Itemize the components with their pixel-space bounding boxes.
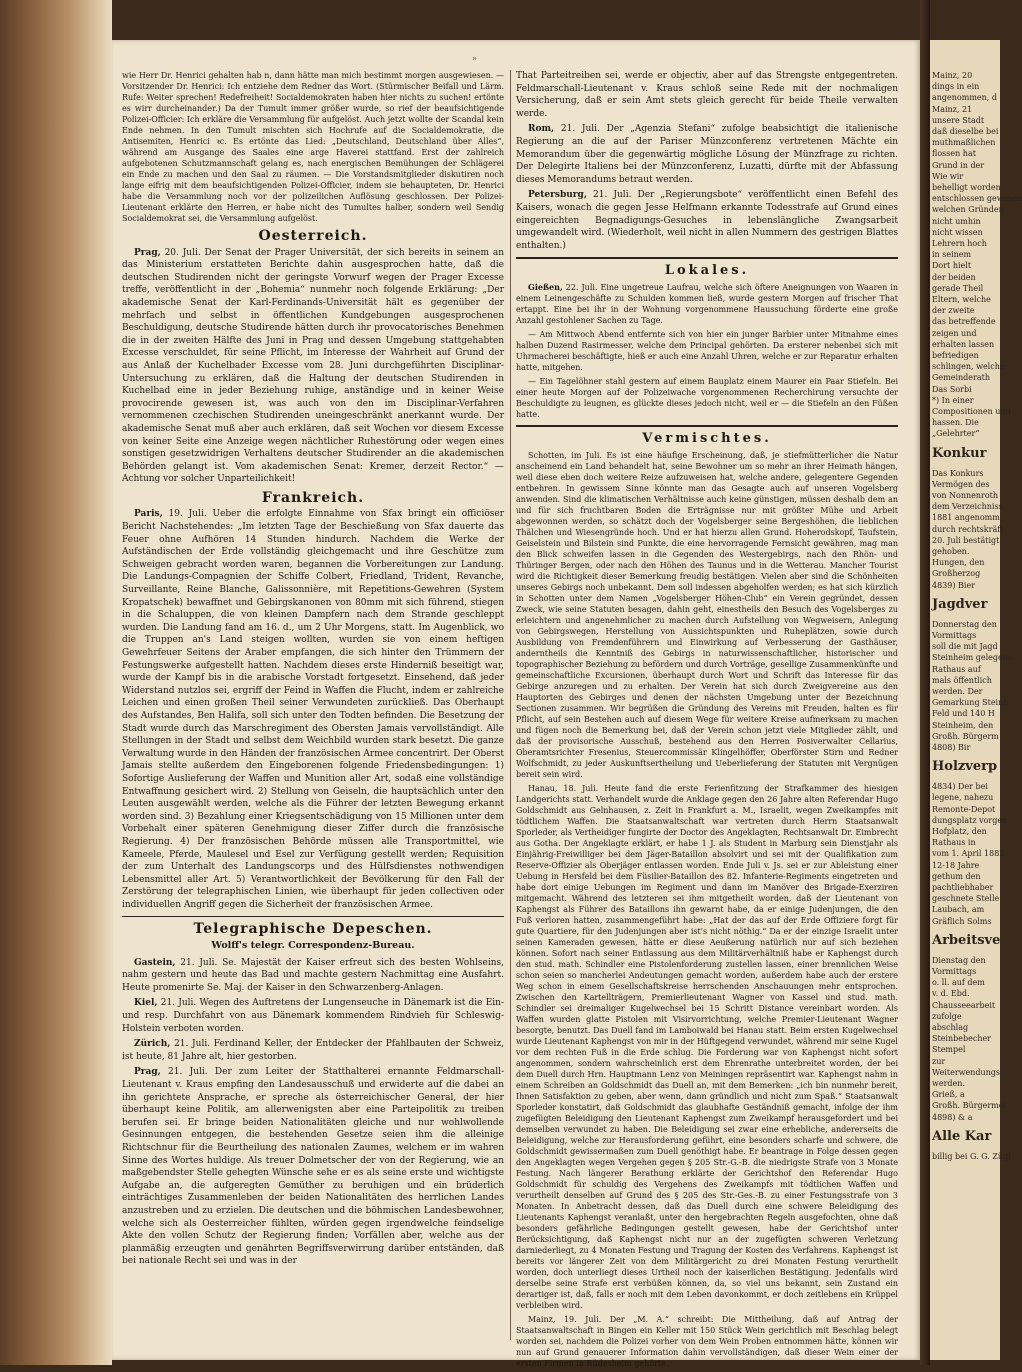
adjacent-page-fragment: von Nonnenroth <box>932 491 999 500</box>
adjacent-page-fragment: befriedigen <box>932 351 979 360</box>
adjacent-page-fragment: Grund in der <box>932 160 985 170</box>
adjacent-page-fragment: *) In einer <box>932 395 974 405</box>
adjacent-page-fragment: Lehrern hoch <box>932 239 987 248</box>
section-rule <box>516 257 898 259</box>
adjacent-page-fragment: Rathaus in <box>932 838 976 848</box>
adjacent-page-fragment: nicht wissen <box>932 227 983 237</box>
adjacent-page-fragment: entschlossen gewesen <box>932 194 1022 204</box>
adjacent-page-fragment: Holzverp <box>932 759 998 775</box>
adjacent-page-fragment: Jagdver <box>932 596 988 612</box>
adjacent-page-fragment: 4834) Der bei <box>932 782 988 792</box>
adjacent-page-fragment: werden. <box>932 1079 965 1088</box>
article-prag-continued: That Parteitreiben sei, werde er objectiv, aber auf das Strengste entgegentreten. Feldmarschall-Lieutenant v. Kraus schloß seine Rede mit der nochmaligen Versicherung, daß er sein Amt stets gleich gerecht für beide Theile verwalten werde. <box>516 71 898 119</box>
adjacent-page-fragment: daß dieselbe bei <box>932 127 999 136</box>
adjacent-page-fragment: „Gelehrter“ <box>932 429 980 439</box>
adjacent-page-fragment: billig bei G. G. Zügl <box>932 1151 1011 1161</box>
newspaper-page <box>112 40 920 1368</box>
adjacent-page-fragment: dem Verzeichniss <box>932 502 1003 512</box>
adjacent-page-fragment: Weiterwendungs <box>932 1067 1001 1077</box>
adjacent-page-fragment: 4808) Bir <box>932 743 971 752</box>
adjacent-page-fragment: durch rechtskräft <box>932 524 1004 534</box>
adjacent-page-fragment: erhalten lassen <box>932 339 995 349</box>
adjacent-page-fragment: Gemarkung Steinh <box>932 698 1009 708</box>
adjacent-page-fragment: Gemeinderath <box>932 373 990 383</box>
adjacent-page-fragment: angenommen, d <box>932 93 998 103</box>
adjacent-page-fragment: Großh. Bürgerm <box>932 731 999 741</box>
adjacent-page-fragment: pachtliebhaber <box>932 883 994 892</box>
adjacent-page-fragment: vom 1. April 1882 <box>932 849 1005 859</box>
article-kiel <box>122 997 504 1035</box>
adjacent-page-fragment: muthmaßlichen <box>932 138 996 148</box>
article-lokales-2: — Am Mittwoch Abend entfernte sich von hier ein junger Barbier unter Mitnahme eines halben Duzend Rasirmesser, welche dem Principal gehörten. Da ersterer nebenbei sich mit Uhrmacherei beschäftigte, hieß er auch eine Anzahl Uhren, welche er zur Reparatur erhalten hatte, mitgehen. <box>516 329 898 372</box>
adjacent-page-fragment: Alle Kar <box>932 1128 992 1144</box>
adjacent-page-fragment: Hungen, den <box>932 558 985 568</box>
adjacent-page-fragment: Feld und 140 H <box>932 709 995 719</box>
adjacent-page-fragment: Remonte-Depot <box>932 804 996 814</box>
article-petersburg <box>516 189 898 252</box>
adjacent-page-fragment: schlingen, welche <box>932 362 1005 372</box>
adjacent-page-fragment: nicht umhin <box>932 216 981 226</box>
adjacent-page-fragment: welchen Gründen <box>932 205 1004 215</box>
dateline-giessen: Gießen, <box>528 281 563 292</box>
article-paris-text: 19. Juli. Ueber die erfolgte Einnahme von Sfax bringt ein officiöser Bericht Nachstehendes: „Im letzten Tage der Beschießung von Sfax dauerte das Feuer ohne Aufhören 14 Stunden hindurch. Nachdem die Werke der Aufständischen der Erde vollständig gleichgemacht und ihre Geschütze zum Schweigen gebracht worden waren, begannen die Vorbereitungen zur Landung. Die Landungs-Compagnien der Schiffe Colbert, Friedland, Trident, Revanche, Surveillante, Reine Blanche, Galissonnière, mit Repetitions-Gewehren (System Kropatschek) bewaffnet und Gebirgskanonen von 80mm mit sich führend, stiegen in die Schaluppen, die von kleinen Dampfern nach dem Strande geschleppt wurden. Die Landung fand am 16. d., um 2 Uhr Morgens, statt. Im Augenblick, wo die Truppen an's Land steigen wollten, wurden sie von einem heftigen Gewehrfeuer Seitens der Araber empfangen, die sich hinter den Trümmern der Festungswerke aufgestellt hatten. Nachdem dieses erste Hinderniß beseitigt war, wurde der Kampf bis in die arabische Vorstadt fortgesetzt. Einsehend, daß jeder Widerstand nutzlos sei, ergriff der Feind in Waffen die Flucht, indem er zahlreiche Leichen und einen großen Theil seiner Verwundeten zurückließ. Das Oberhaupt des Aufstandes, Ben Halifa, soll sich unter den Todten befinden. Die Besetzung der Stadt wurde durch das Marschregiment des Obersten Jamais vervollständigt. Alle Stellungen in der Stadt und selbst dem Weichbild wurden stark besetzt. Die ganze Verwaltung wurde in den Händen der französischen Armee concentrirt. Der Oberst Jamais stellte außerdem den Eingeborenen folgende Friedensbedingungen: 1) Sofortige Auslieferung der Waffen und Munition aller Art, sodaß eine vollständige Entwaffnung gesichert wird. 2) Stellung von Geiseln, die hauptsächlich unter den Leuten ausgewählt werden, welche als die Führer der letzten Bewegung erkannt worden sind. 3) Bezahlung einer Kriegsentschädigung von 15 Millionen unter dem Vorbehalt einer späteren Genehmigung dieser Ziffer durch die französische Regierung. 4) Der französischen Behörde müssen alle Transportmittel, wie Kameele, Pferde, Maulesel und Esel zur Verfügung gestellt werden; Requisition der zum Unterhalt des Landungscorps und des Hülfsdienstes nothwendigen Lebensmittel aller Art. 5) Verantwortlichkeit der Bevölkerung für den Fall der Zerstörung der telegraphischen Linien, wie überhaupt für jeden collectiven oder individuellen Angriff gegen die Sicherheit der französischen Armee. <box>122 509 504 910</box>
adjacent-page-fragment: Vermögen des <box>932 479 990 489</box>
adjacent-page-fragment: Rathaus auf <box>932 664 981 674</box>
dateline-rom: Rom, <box>528 124 555 135</box>
adjacent-page-fragment: flossen hat <box>932 149 976 159</box>
article-gastein <box>122 957 504 995</box>
page-gutter <box>920 0 930 1365</box>
adjacent-page-fragment: dungsplatz vorgen <box>932 815 1008 825</box>
adjacent-page-fragment: gethum den <box>932 871 981 881</box>
article-hanau: Hanau, 18. Juli. Heute fand die erste Ferienfitzung der Strafkammer des hiesigen Landgerichts statt. Verhandelt wurde die Anklage gegen den 26 Jahre alten Referendar Hugo Goldschmidt aus Gelnhausen, z. Zeit in Frankfurt a. M., Israelit, wegen Zweikampfes mit tödtlichem Waffen. Die Staatsanwaltschaft war vertreten durch Herrn Staatsanwalt Sporleder, als Vertheidiger fungirte der Doctor des Angeklagten, Rechtsanwalt Dr. Eimbrecht aus Gotha. Der Angeklagte erklärt, er habe 1 J. als Student in Marburg sein Dienstjahr als Einjährig-Freiwilliger bei dem Jäger-Bataillon absolvirt und sei mit der Qualifikation zum Reserve-Offizier als Oberjäger entlassen worden. Ende Juli v. Js. sei er zur Ableistung einer Uebung in Hersfeld bei dem Füsilier-Bataillon des 82. Infanterie-Regiments eingetreten und habe dort einige Uebungen im Regiment und dann im Manöver des Brigade-Exerziren mitgemacht. Während des letzteren sei ihm mitgetheilt worden, daß der Lieutenant von Kaphengst als Führer des Bataillons ihn gewarnt habe, da er einige Judenjungen, die den Fuß verloren hatten, zusammengeführt habe: „Hat der das auf der Erde Offiziere forgt für gute Quartiere, für den Judenjungen aber ist's nicht nöthig.“ Da er der einzige Israelit unter seinen Kameraden gewesen, hätte er diese Aeußerung natürlich nur auf sich beziehen können. Sofort nach seiner Entlassung aus dem Militärverhältniß habe er Kaphengst durch den stud. math. Schindler eine Pistolenforderung zustellen lassen, einer brennlichen Weise schon seien so mancherlei Andeutungen gemacht worden, außerdem habe auch der erstere Weg schon in einem Gesellschaftskreise herrschenden Anschauungen mehr entsprochen. Zwischen den Kartellträgern, Premierlieutenant Wagner von Kassel und stud. math. Schindler sei dreimaliger Kugelwechsel bei 15 Schritt Distance vereinbart worden. Als Waffen wurden glatte Pistolen mit Visirvorrichtung, welche Premier-Lieutenant Wagner besorgte, benutzt. Das Duell fand im Lamboiwald bei Hanau statt. Beim ersten Kugelwechsel wurde Lieutenant Kaphengst von mir in der Hüftgegend verwundet, während mir seine Kugel vor dem rechten Fuß in die Erde schlug. Die Forderung war von Kaphengst nicht sofort angenommen, sondern wahrscheinlich erst dem Ehrenrathe unterbreitet worden, der bei dem Duell durch Hrn. Hauptmann Lenz von Meiningen repräsentirt war. Kaphengst nahm in einem Schreiben an Goldschmidt das Duell an, mit dem Bemerken: „ich bin nunmehr bereit, Ihnen Satisfaktion zu geben, aber wenn, dann gründlich und nicht zum Spaß.“ Staatsanwalt Sporleder konstatirt, daß Goldschmidt das glaubhafte Geständniß gemacht, infolge der ihm zugefügten Beleidigung den Lieutenant Kaphengst zum Zweikampf herausgefordert und bei demselben verwundet zu haben. Die Beleidigung sei zwar eine erhebliche, andererseits die Beleidigung, welche zur Herausforderung geführt, eine besonders scharfe und schwere, die Goldschmidt gewissermaßen zum Duell genöthigt habe. Er beantrage in Folge dessen gegen den Angeklagten wegen Vergehen gegen § 205 Str.-G.-B. die niedrigste Strafe von 3 Monate Festung. Nach längerer Berathung erklärte der Gerichtshof den Referendar Hugo Goldschmidt für schuldig des Vergehens des Zweikampfs mit tödtlichen Waffen und verurtheilt denselben auf Grund des § 205 des Str.-Ges.-B. zu einer Festungsstrafe von 3 Monaten. In Anbetracht dessen, daß das Duell durch eine schwere Beleidigung des Lieutenants Kaphengst veranlaßt, unter den hergebrachten Regeln ausgefochten, ohne daß besonders gefährliche Bedingungen gestellt gewesen, habe der Gerichtshof unter Berücksichtigung, daß Kaphengst nicht nur an der zugefügten schweren Verletzung darniederliegt, zu 4 Monaten Festung und Tragung der Kosten des Verfahrens. Kaphengst ist bereits vor längerer Zeit von dem Militärgericht zu drei Monaten Festung verurtheilt worden, doch unterliegt dieses Urtheil noch der kaiserlichen Bestätigung. Jedenfalls wird derselbe seine Strafe erst verbüßen können, da, so viel uns bekannt, sein Zustand ein derartiger ist, daß, falls er noch mit dem Leben davonkommt, er doch zeitlebens ein Krüppel verbleiben wird. <box>516 783 898 1310</box>
adjacent-page-fragment: geschnete Stelle <box>932 894 1000 904</box>
adjacent-page-fragment: behelligt worden <box>932 183 1001 192</box>
article-intro: wie Herr Dr. Henrici gehalten hab n, dann hätte man mich bestimmt morgen ausgewiesen. — Vorsitzender Dr. Henrici: Ich entziehe dem Redner das Wort. (Stürmischer Beifall und Lärm. Rufe: Weiter sprechen! Redefreiheit! Socialdemokraten haben hier nichts zu suchen! ertönte es wirr durcheinander.) Da der Tumult immer größer wurde, so rief der beaufsichtigende Polizei-Officier: Ich erkläre die Versammlung für aufgelöst. Auch jetzt wollte der Scandal kein Ende nehmen. In den Tumult mischten sich Hochrufe auf die Socialdemokratie, die Antisemiten, Henrici ꝛc. Es ertönte das Lied: „Deutschland, Deutschland über Alles“, während am Ausgange des Saales eine arge Haverei stattfand. Erst der zahlreich aufgebotenen Schutzmannschaft gelang es, nach energischen Bemühungen der Schlägerei ein Ende zu machen und den Saal zu räumen. — Die Vorstandsmitglieder diskutiren noch lange eifrig mit dem beaufsichtigenden Polizei-Officier, indem sie behaupteten, Dr. Henrici habe die Versammlung noch vor der polizeilichen Auflösung geschlossen. Der Polizei-Lieutenant erklärte den Herren, er habe nicht des Tumultes halber, sondern weil Sendig Socialdemokrat sei, die Versammlung aufgelöst. <box>122 71 504 223</box>
adjacent-page-fragment: Stempel <box>932 1045 966 1055</box>
section-title-telegraphische-depeschen: Telegraphische Depeschen. <box>193 921 433 938</box>
article-mainz: Mainz, 19. Juli. Der „M. A.“ schreibt: Die Mittheilung, daß auf Antrag der Staatsanwaltschaft in Bingen ein Keller mit 150 Stück Wein gerichtlich mit Beschlag belegt worden sei, nachdem die Polizei vorher von dem Wein Proben entnommen hätte, können wir nun auf Grund genauerer Information dahin vervollständigen, daß dieser Wein einer der ersten Firmen in Rüdesheim gehörte. <box>516 1314 898 1368</box>
section-title-oesterreich: Oesterreich. <box>258 228 368 244</box>
adjacent-page-fragment: Vormittags <box>932 967 977 976</box>
left-column <box>122 70 504 1271</box>
adjacent-page-fragment: o. ll. auf dem <box>932 978 985 988</box>
article-prag-text: 20. Juli. Der Senat der Prager Universität, der sich bereits in seinem an das Ministerium erstatteten Berichte dahin ausgesprochen hatte, daß die deutschen Studirenden nicht der geringste Vorwurf wegen der Prager Excesse treffe, veröffentlicht in der „Bohemia“ nunmehr noch folgende Erklärung: „Der akademische Senat der Karl-Ferdinands-Universität hält es gegenüber der mehrfach und selbst in öffentlichen Kundgebungen ausgesprochenen Beschuldigung, deutsche Studirende hätten durch ihr provocatorisches Benehmen die in der zweiten Hälfte des Juni in Prag und dessen Umgebung stattgehabten Excesse verschuldet, für seine Pflicht, im Interesse der Wahrheit auf Grund der aus Anlaß der Kuchelbader Excesse vom 28. Juni durchgeführten Disciplinar-Untersuchung zu erklären, daß die Haltung der deutschen Studirenden in Kuchelbad eine in jeder Beziehung ruhige, anständige und in keiner Weise provocirende gewesen ist, was auch von den im Disciplinar-Verfahren vernommenen czechischen Studirenden uneingeschränkt anerkannt wurde. Der akademische Senat muß aber auch erklären, daß seit Wochen vor diesem Excesse von keiner Seite eine Anzeige wegen nächtlicher Ruhestörung oder wegen eines sonstigen gesetzwidrigen Verhaltens deutscher Studirender an die akademischen Behörden gelangt ist. Vom akademischen Senat: Kremer, derzeit Rector.“ — Achtung vor solcher Unparteilichkeit! <box>122 247 504 485</box>
adjacent-page-fragment: Steinheim, den <box>932 720 994 730</box>
dateline-paris: Paris, <box>134 509 163 520</box>
article-prag <box>122 247 504 486</box>
column-divider <box>510 70 511 1340</box>
adjacent-page-fragment: v. d. Ebd. <box>932 989 970 999</box>
adjacent-page-fragment: 12-18 Jahre <box>932 860 980 870</box>
article-petersburg-text: 21. Juli. Der „Regierungsbote“ veröffentlicht einen Befehl des Kaisers, wonach die gegen Jesse Helfmann erkannte Todesstrafe auf Grund eines eingereichten Begnadigungs-Gesuches in lebenslängliche Zwangsarbeit umgewandelt wird. (Wiederholt, weil nicht in allen Nummern des gestrigen Blattes enthalten.) <box>516 190 898 251</box>
adjacent-page-fragment: werden. Der <box>932 687 983 696</box>
adjacent-page-fragment: Großherzog <box>932 569 981 579</box>
section-rule <box>516 425 898 427</box>
adjacent-page-fragment: legene, nahezu <box>932 793 994 803</box>
dateline-prag-2: Prag, <box>134 1067 161 1078</box>
adjacent-page-fragment: 20. Juli bestätigt <box>932 535 1000 545</box>
article-lokales-3: — Ein Tagelöhner stahl gestern auf einem Bauplatz einem Maurer ein Paar Stiefeln. Bei einer heute Morgen auf der Polizeiwache vorgenommenen Recherchirung versuchte der Beschuldigte zu leugnen, es glückte dieses jedoch nicht, weil er — die Stiefeln an den Füßen hatte. <box>516 376 898 419</box>
dateline-gastein: Gastein, <box>134 957 176 968</box>
adjacent-page-fragment: in seinem <box>932 250 972 260</box>
adjacent-page-fragment: Dort hielt <box>932 261 972 271</box>
dateline-prag: Prag, <box>134 247 161 258</box>
adjacent-page-fragment: Steinbebecher <box>932 1034 992 1044</box>
adjacent-page-fragment: 4839) Bier <box>932 580 976 590</box>
adjacent-page-fragment: Laubach, am <box>932 905 985 915</box>
article-prag-2 <box>122 1066 504 1268</box>
adjacent-page-edge <box>930 40 1022 1360</box>
adjacent-page-fragment: hassen. Die <box>932 418 979 428</box>
adjacent-page-fragment: zeigen und <box>932 328 977 338</box>
adjacent-page-fragment: Eltern, welche <box>932 295 991 304</box>
section-rule <box>122 916 504 917</box>
adjacent-page-fragment: zufolge <box>932 1011 962 1021</box>
adjacent-page-fragment: Mainz, 21 <box>932 104 973 114</box>
dateline-kiel: Kiel, <box>134 998 158 1009</box>
article-gastein-text: 21. Juli. Se. Majestät der Kaiser erfreut sich des besten Wohlseins, nahm gestern und heute das Bad und machte gestern Nachmittag eine Ausfahrt. Heute promenirte Se. Maj. der Kaiser in den Schwarzenberg-Anlagen. <box>122 957 504 993</box>
adjacent-page-fragment: das betreffende <box>932 317 996 327</box>
adjacent-page-fragment: Compositionen und <box>932 407 1011 416</box>
adjacent-page-fragment: abschlag <box>932 1023 969 1032</box>
adjacent-page-fragment: Das Sorbi <box>932 384 972 394</box>
article-rom <box>516 123 898 186</box>
adjacent-page-fragment: Grieß, a <box>932 1090 965 1100</box>
adjacent-page-fragment: soll die mit Jagd <box>932 642 998 652</box>
page-marker: » <box>472 54 477 63</box>
dateline-zuerich: Zürich, <box>134 1039 171 1050</box>
section-title-vermischtes: Vermischtes. <box>642 430 772 446</box>
article-schotten: Schotten, im Juli. Es ist eine häufige Erscheinung, daß, je stiefmütterlicher die Natur anscheinend ein Land behandelt hat, seine Bewohner um so mehr an ihrer Heimath hängen, weil diese eben doch weitere Reize aufzuweisen hat, welche andere, gelegentere Gegenden entbehren. In gewissem Sinne könnte man das Gesagte auch auf unseren Vogelsberg anwenden. Sind die klimatischen Verhältnisse auch keine günstigen, müssen deshalb dem an und für sich fruchtbaren Boden die Erträgnisse nur mit größter Mühe und Arbeit abgewonnen werden, so schätzt doch der Vogelsberger seine Bergeshöhen, die lieblichen Thälchen und Wiesengründe hoch. Und er hat hierzu allen Grund. Hoherodskopf, Taufstein, Geiselstein und Bilstein sind Punkte, die eine hervorragende Fernsicht gewähren, mag man den Blick schweifen lassen in die Gegenden des Westergebirgs, nach den Rhön- und Thüringer Bergen, oder nach den Höhen des Taunus und in die Wetterau. Mancher Tourist wird die Richtigkeit dieser Bemerkung freudig bestätigen. Vielen aber sind die Schönheiten unseres Gebirgs noch unbekannt. Dem soll indessen abgeholfen werden; es hat sich kürzlich in Schotten unter dem Namen „Vogelsberger Höhen-Club“ ein Verein gegründet, dessen Zweck, wie seine Statuten besagen, dahin geht, einestheils den Besuch des Vogelsberges zu erleichtern und angenehmlicher zu machen durch Aufstellung von Wegweisern, Anlegung von Gebirgswegen, Herstellung von Aussichtspunkten und Ruheplätzen, sowie durch Ausbildung von Fremdenführern und Einwirkung auf Verbesserung der Gasthäuser, anderntheils die Kenntniß des Gebirgs in naturwissenschaftlicher, historischer und topographischer Beziehung zu befördern und durch Vorträge, gesellige Zusammenkünfte und gemeinschaftliche Excursionen, überhaupt durch Wort und Schrift das Interesse für das Gebirge anzuregen und zu erhalten. Der Verein hat sich durch Zweigvereine aus den Hauptorten des Gebirges und denen der nächsten Umgebung unter der Bezeichnung Sectionen zusammen. Wir begrüßen die Gründung des Vereins mit Freuden, halten es für Pflicht, auf sein Bestehen auch auf diesem Wege für weitere Kreise aufmerksam zu machen und fügen noch die Bemerkung bei, daß der Verein schon jetzt viele Mitglieder zählt, und daß der provisorische Ausschuß, bestehend aus den Herren Posiverwalter Cellarius, Oberamtsrichter Fresenius, Steuercommissär Klingelhöffer, Oberförster Stirn und Redner Wolfschmidt, zu jeder Auskunftsertheilung und Ueberlieferung der Statuten mit Vergnügen bereit sein wird. <box>516 450 898 779</box>
adjacent-page-fragment: gehoben. <box>932 547 970 556</box>
section-subtitle-bureau: Wolff's telegr. Correspondenz-Bureau. <box>211 940 415 952</box>
article-rom-text: 21. Juli. Der „Agenzia Stefani“ zufolge beabsichtigt die italienische Regierung an die auf der Pariser Münzconferenz vertretenen Mächte ein Memorandum über die gegenwärtig mögliche Lösung der Münzfrage zu richten. Der Delegirte Italiens bei der Münzconferenz, Luzatti, dürfte mit der Abfassung dieses Memorandums betraut werden. <box>516 124 898 185</box>
adjacent-page-fragment: Gräflich Solms <box>932 916 992 926</box>
adjacent-page-fragment: Dienstag den <box>932 955 986 965</box>
adjacent-page-fragment: Chausseearbeit <box>932 1000 996 1010</box>
adjacent-page-fragment: mals öffentlich <box>932 675 992 685</box>
adjacent-page-fragment: 1881 angenomm <box>932 513 1000 523</box>
adjacent-page-fragment: Donnerstag den <box>932 619 997 629</box>
article-zuerich <box>122 1038 504 1063</box>
adjacent-page-fragment: der zweite <box>932 306 975 316</box>
adjacent-page-fragment: dings in ein <box>932 82 980 92</box>
section-title-frankreich: Frankreich. <box>261 489 365 506</box>
adjacent-page-fragment: 4898) & a <box>932 1112 973 1122</box>
article-paris <box>122 508 504 911</box>
adjacent-page-fragment: Das Konkurs <box>932 468 984 478</box>
adjacent-page-fragment: Vormittags <box>932 631 977 640</box>
book-binding <box>0 0 112 1365</box>
right-column <box>516 70 898 1372</box>
article-zuerich-text: 21. Juli. Ferdinand Keller, der Entdecker der Pfahlbauten der Schweiz, ist heute, 81 Jahre alt, hier gestorben. <box>122 1039 504 1062</box>
adjacent-page-fragment: Mainz, 20 <box>932 71 973 80</box>
adjacent-page-fragment: Hofplatz, den <box>932 827 987 836</box>
adjacent-page-fragment: Konkur <box>932 445 987 461</box>
dateline-petersburg: Petersburg, <box>528 190 587 201</box>
adjacent-page-fragment: der beiden <box>932 272 976 282</box>
article-giessen-text: 22. Juli. Eine ungetreue Laufrau, welche sich öftere Aneignungen von Waaren in einem Leinengeschäfte zu Schulden kommen ließ, wurde gestern Morgen auf frischer That ertappt. Eine bei ihr in der Wohnung vorgenommene Haussuchung förderte eine große Anzahl gestohlener Sachen zu Tage. <box>516 282 898 325</box>
adjacent-page-fragment: Arbeitsve <box>932 932 1001 948</box>
adjacent-page-fragment: gerade Theil <box>932 283 984 293</box>
article-kiel-text: 21. Juli. Wegen des Auftretens der Lungenseuche in Dänemark ist die Ein- und resp. Durchfahrt von aus Dänemark kommendem Rindvieh für Schleswig-Holstein verboten worden. <box>122 998 504 1034</box>
article-giessen <box>516 282 898 326</box>
adjacent-page-fragment: zur <box>932 1056 946 1066</box>
article-prag-2-text: 21. Juli. Der zum Leiter der Statthalterei ernannte Feldmarschall-Lieutenant v. Kraus empfing den Landesausschuß und erwiderte auf die dabei an ihn gerichtete Ansprache, er spreche als österreichischer General, der hier überhaupt keine Politik, am allerwenigsten aber eine Parteipolitik zu treiben berufen sei. Er bringe beiden Nationalitäten gleiche und nur wohlwollende Gesinnungen entgegen, die bestehenden Gesetze seien ihm die alleinige Richtschnur für die Beurtheilung des nationalen Zaumes, welchem er im wahren Sinne des Wortes huldige. Als treuer Dolmetscher der von der Regierung, wie an maßgebendster Stelle gehegten Wünsche sehe er es als seine erste und wichtigste Aufgabe an, die aufgeregten Gemüther zu beruhigen und ein brüderlich einträchtiges Zusammenleben der beiden Nationalitäten des herrlichen Landes anzustreben und zu erzielen. Die deutschen und die böhmischen Landesbewohner, welche sich als Oesterreicher fühlten, würden gegen irgendwelche feindselige Akte den vollen Schutz der Regierung finden; Vorfällen aber, welche aus der planmäßig erzeugten und genährten Begriffsverwirrung darüber entständen, daß bei nationale Recht sei und was in der <box>122 1067 504 1267</box>
adjacent-page-fragment: Wie wir <box>932 171 964 181</box>
adjacent-page-fragment: Großh. Bürgermei <box>932 1101 1007 1111</box>
section-title-lokales: Lokales. <box>664 263 750 279</box>
adjacent-page-fragment: Steinheim gelegene <box>932 653 1013 663</box>
adjacent-page-fragment: unsere Stadt <box>932 115 985 125</box>
